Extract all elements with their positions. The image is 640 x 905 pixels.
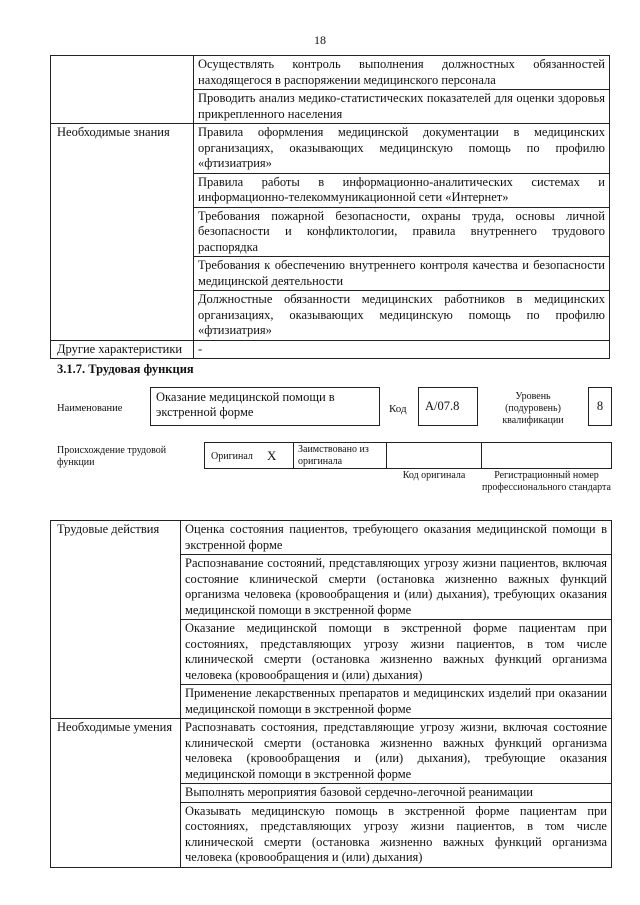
original-label: Оригинал <box>211 451 253 462</box>
table-cell: Требования пожарной безопасности, охраны труда, основы личной безопасности и конфликтологии, правила внутреннего трудового распорядка <box>194 207 610 257</box>
table-row <box>51 124 610 174</box>
row-label: Трудовые действия <box>51 521 181 719</box>
section-title: 3.1.7. Трудовая функция <box>57 362 194 376</box>
reg-number-box <box>481 442 612 469</box>
page-number: 18 <box>314 33 326 47</box>
row-label: Необходимые умения <box>51 719 181 868</box>
table-cell: Оказывать медицинскую помощь в экстренной форме пациентам при состояниях, представляющих угрозу жизни пациентов, в том числе клинической смерти (остановка жизненно важных функций организма человека (кровообращения и (или) дыхания) <box>181 802 612 867</box>
knowledge-table <box>50 55 610 359</box>
table-cell: Оценка состояния пациентов, требующего оказания медицинской помощи в экстренной форме <box>181 521 612 555</box>
row-label: Необходимые знания <box>51 124 194 341</box>
table-cell: Правила работы в информационно-аналитических системах и информационно-телекоммуникационной сети «Интернет» <box>194 173 610 207</box>
actions-table <box>50 520 612 868</box>
level-value: 8 <box>588 387 612 426</box>
original-mark: X <box>267 448 277 463</box>
table-cell: - <box>194 340 610 359</box>
name-label: Наименование <box>57 403 123 414</box>
table-cell: Должностные обязанности медицинских работников в медицинских организациях, оказывающих медицинскую помощь по профилю «фтизиатрия» <box>194 291 610 341</box>
reg-number-label: Регистрационный номер профессионального стандарта <box>482 470 611 493</box>
table-cell: Применение лекарственных препаратов и медицинских изделий при оказании медицинской помощи в экстренной форме <box>181 685 612 719</box>
row-label: Другие характеристики <box>51 340 194 359</box>
level-label: Уровень (подуровень) квалификации <box>502 391 564 426</box>
borrowed-label: Заимствовано из оригинала <box>293 442 387 469</box>
table-row <box>51 719 612 784</box>
row-label <box>51 56 194 124</box>
table-cell: Распознавание состояний, представляющих угрозу жизни пациентов, включая состояние клинической смерти (остановка жизненно важных функций организма человека (кровообращения и (или) дыхания), требующих оказания медицинской помощи в экстренной форме <box>181 555 612 620</box>
table-cell: Оказание медицинской помощи в экстренной форме пациентам при состояниях, представляющих угрозу жизни пациентов, в том числе клинической смерти (остановка жизненно важных функций организма человека (кровообращения и (или) дыхания) <box>181 620 612 685</box>
code-original-label: Код оригинала <box>402 470 466 481</box>
table-cell: Правила оформления медицинской документации в медицинских организациях, оказывающих медицинскую помощь по профилю «фтизиатрия» <box>194 124 610 174</box>
table-cell: Осуществлять контроль выполнения должностных обязанностей находящегося в распоряжении медицинского персонала <box>194 56 610 90</box>
original-box <box>204 442 294 469</box>
table-row <box>51 340 610 359</box>
table-row <box>51 521 612 555</box>
table-cell: Требования к обеспечению внутреннего контроля качества и безопасности медицинской деятельности <box>194 257 610 291</box>
code-label: Код <box>389 403 407 415</box>
table-cell: Выполнять мероприятия базовой сердечно-легочной реанимации <box>181 784 612 803</box>
code-original-box <box>386 442 482 469</box>
table-row <box>51 56 610 90</box>
name-value: Оказание медицинской помощи в экстренной форме <box>150 387 380 426</box>
table-cell: Проводить анализ медико-статистических показателей для оценки здоровья прикрепленного населения <box>194 90 610 124</box>
origin-label: Происхождение трудовой функции <box>57 445 167 468</box>
code-value: A/07.8 <box>418 387 478 426</box>
table-cell: Распознавать состояния, представляющие угрозу жизни, включая состояние клинической смерти (остановка жизненно важных функций организма человека (кровообращения и (или) дыхания), требующие оказания медицинской помощи в экстренной форме <box>181 719 612 784</box>
